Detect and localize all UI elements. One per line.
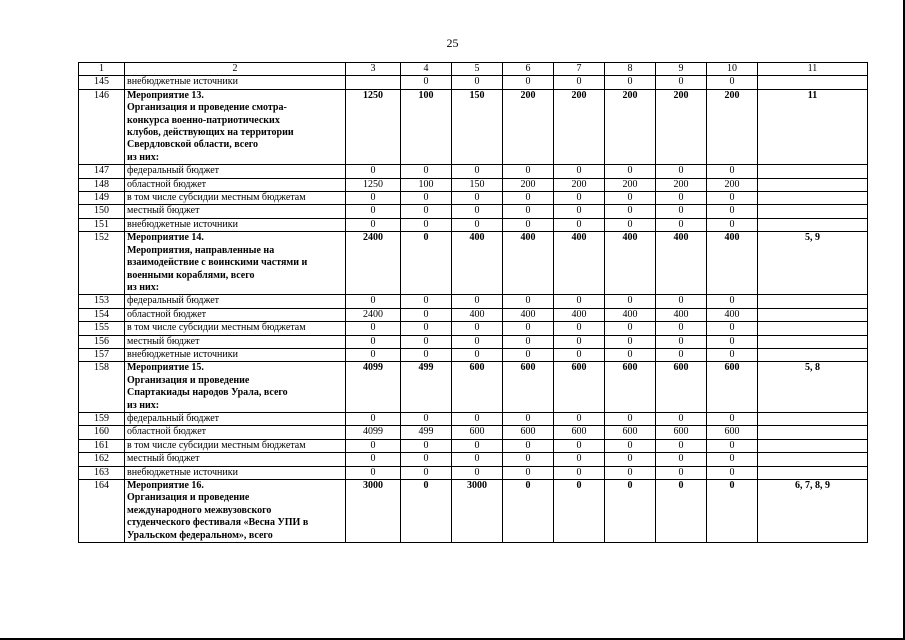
amount-cell: 0 bbox=[503, 412, 554, 425]
text-line: Организация и проведение bbox=[127, 492, 250, 504]
amount-cell: 0 bbox=[554, 205, 605, 218]
row-number: 147 bbox=[79, 165, 125, 178]
amount-cell: 0 bbox=[656, 295, 707, 308]
amount-cell bbox=[346, 76, 401, 89]
amount-cell: 0 bbox=[503, 335, 554, 348]
amount-cell: 0 bbox=[346, 165, 401, 178]
target-reference bbox=[758, 466, 868, 479]
target-reference bbox=[758, 308, 868, 321]
text-line: Спартакиады народов Урала, всего bbox=[127, 387, 288, 399]
amount-cell: 0 bbox=[605, 295, 656, 308]
target-reference: 5, 8 bbox=[758, 362, 868, 413]
amount-cell: 0 bbox=[656, 192, 707, 205]
row-number: 161 bbox=[79, 439, 125, 452]
text-line: международного межвузовского bbox=[127, 504, 272, 516]
amount-cell: 0 bbox=[605, 412, 656, 425]
text-line: местный бюджет bbox=[127, 205, 200, 217]
column-header: 2 bbox=[125, 63, 346, 76]
text-line: военными кораблями, всего bbox=[127, 269, 255, 281]
amount-cell: 499 bbox=[401, 362, 452, 413]
table-row bbox=[79, 76, 868, 89]
amount-cell: 0 bbox=[346, 412, 401, 425]
target-reference bbox=[758, 412, 868, 425]
text-line: внебюджетные источники bbox=[127, 218, 238, 230]
amount-cell: 0 bbox=[346, 295, 401, 308]
amount-cell: 0 bbox=[656, 205, 707, 218]
row-number: 163 bbox=[79, 466, 125, 479]
table-row bbox=[79, 218, 868, 231]
row-number: 162 bbox=[79, 453, 125, 466]
amount-cell: 600 bbox=[707, 362, 758, 413]
target-reference: 6, 7, 8, 9 bbox=[758, 480, 868, 543]
table-row bbox=[79, 205, 868, 218]
amount-cell: 1250 bbox=[346, 178, 401, 191]
amount-cell: 0 bbox=[605, 480, 656, 543]
amount-cell: 0 bbox=[401, 348, 452, 361]
text-line: областной бюджет bbox=[127, 308, 207, 320]
amount-cell: 0 bbox=[656, 412, 707, 425]
amount-cell: 4099 bbox=[346, 426, 401, 439]
amount-cell: 0 bbox=[656, 480, 707, 543]
table-row bbox=[79, 412, 868, 425]
text-line: областной бюджет bbox=[127, 426, 207, 438]
amount-cell: 0 bbox=[452, 412, 503, 425]
target-reference: 5, 9 bbox=[758, 232, 868, 295]
funding-source bbox=[125, 308, 346, 321]
row-number: 150 bbox=[79, 205, 125, 218]
amount-cell: 0 bbox=[707, 348, 758, 361]
target-reference bbox=[758, 178, 868, 191]
text-line: Мероприятия, направленные на bbox=[127, 244, 275, 256]
amount-cell: 0 bbox=[656, 466, 707, 479]
amount-cell: 400 bbox=[707, 308, 758, 321]
amount-cell: 0 bbox=[452, 466, 503, 479]
amount-cell: 0 bbox=[656, 348, 707, 361]
amount-cell: 0 bbox=[707, 335, 758, 348]
column-header: 3 bbox=[346, 63, 401, 76]
row-number: 146 bbox=[79, 89, 125, 164]
amount-cell: 0 bbox=[452, 453, 503, 466]
row-number: 157 bbox=[79, 348, 125, 361]
column-header: 5 bbox=[452, 63, 503, 76]
amount-cell: 0 bbox=[452, 348, 503, 361]
amount-cell: 0 bbox=[452, 335, 503, 348]
text-line: Свердловской области, всего bbox=[127, 139, 259, 151]
amount-cell: 200 bbox=[503, 89, 554, 164]
amount-cell: 0 bbox=[605, 76, 656, 89]
amount-cell: 0 bbox=[554, 218, 605, 231]
amount-cell: 600 bbox=[554, 426, 605, 439]
amount-cell: 0 bbox=[605, 165, 656, 178]
amount-cell: 0 bbox=[452, 76, 503, 89]
target-reference bbox=[758, 426, 868, 439]
text-line: областной бюджет bbox=[127, 178, 207, 190]
target-reference bbox=[758, 205, 868, 218]
amount-cell: 100 bbox=[401, 178, 452, 191]
table-row bbox=[79, 335, 868, 348]
amount-cell: 400 bbox=[503, 232, 554, 295]
amount-cell: 0 bbox=[605, 453, 656, 466]
amount-cell: 0 bbox=[656, 439, 707, 452]
column-header: 1 bbox=[79, 63, 125, 76]
amount-cell: 0 bbox=[346, 192, 401, 205]
amount-cell: 400 bbox=[554, 232, 605, 295]
row-number: 164 bbox=[79, 480, 125, 543]
amount-cell: 0 bbox=[605, 322, 656, 335]
table-row bbox=[79, 192, 868, 205]
amount-cell: 600 bbox=[656, 362, 707, 413]
text-line: внебюджетные источники bbox=[127, 76, 238, 88]
amount-cell: 600 bbox=[656, 426, 707, 439]
amount-cell: 100 bbox=[401, 89, 452, 164]
target-reference bbox=[758, 335, 868, 348]
text-line: местный бюджет bbox=[127, 335, 200, 347]
amount-cell: 2400 bbox=[346, 232, 401, 295]
amount-cell: 0 bbox=[605, 466, 656, 479]
table-row bbox=[79, 439, 868, 452]
funding-source bbox=[125, 218, 346, 231]
amount-cell: 600 bbox=[707, 426, 758, 439]
amount-cell: 400 bbox=[707, 232, 758, 295]
amount-cell: 0 bbox=[452, 439, 503, 452]
amount-cell: 0 bbox=[554, 480, 605, 543]
target-reference bbox=[758, 348, 868, 361]
funding-source bbox=[125, 453, 346, 466]
amount-cell: 2400 bbox=[346, 308, 401, 321]
amount-cell: 0 bbox=[707, 205, 758, 218]
amount-cell: 0 bbox=[656, 76, 707, 89]
row-number: 149 bbox=[79, 192, 125, 205]
target-reference: 11 bbox=[758, 89, 868, 164]
amount-cell: 0 bbox=[707, 322, 758, 335]
funding-source bbox=[125, 439, 346, 452]
target-reference bbox=[758, 192, 868, 205]
column-header: 8 bbox=[605, 63, 656, 76]
amount-cell: 0 bbox=[503, 439, 554, 452]
amount-cell: 400 bbox=[605, 232, 656, 295]
amount-cell: 200 bbox=[707, 89, 758, 164]
amount-cell: 0 bbox=[401, 466, 452, 479]
target-reference bbox=[758, 165, 868, 178]
page-number: 25 bbox=[446, 36, 459, 50]
amount-cell: 0 bbox=[554, 453, 605, 466]
amount-cell: 0 bbox=[707, 412, 758, 425]
amount-cell: 0 bbox=[707, 295, 758, 308]
table-row-event bbox=[79, 362, 868, 413]
text-line: Организация и проведение bbox=[127, 374, 250, 386]
amount-cell: 0 bbox=[452, 165, 503, 178]
amount-cell: 0 bbox=[346, 322, 401, 335]
target-reference bbox=[758, 453, 868, 466]
funding-source bbox=[125, 295, 346, 308]
amount-cell: 4099 bbox=[346, 362, 401, 413]
row-number: 159 bbox=[79, 412, 125, 425]
table-row bbox=[79, 426, 868, 439]
amount-cell: 600 bbox=[452, 362, 503, 413]
row-number: 153 bbox=[79, 295, 125, 308]
amount-cell: 0 bbox=[707, 466, 758, 479]
amount-cell: 0 bbox=[503, 480, 554, 543]
text-line: студенческого фестиваля «Весна УПИ в bbox=[127, 517, 309, 529]
funding-source bbox=[125, 192, 346, 205]
column-header: 4 bbox=[401, 63, 452, 76]
amount-cell: 0 bbox=[401, 322, 452, 335]
text-line: в том числе субсидии местным бюджетам bbox=[127, 192, 306, 204]
amount-cell: 0 bbox=[707, 439, 758, 452]
amount-cell: 0 bbox=[503, 218, 554, 231]
amount-cell: 0 bbox=[656, 453, 707, 466]
text-line: из них: bbox=[127, 399, 160, 411]
amount-cell: 0 bbox=[656, 218, 707, 231]
amount-cell: 3000 bbox=[346, 480, 401, 543]
amount-cell: 0 bbox=[554, 192, 605, 205]
table-row-event bbox=[79, 89, 868, 164]
amount-cell: 0 bbox=[503, 322, 554, 335]
event-description bbox=[125, 362, 346, 413]
target-reference bbox=[758, 76, 868, 89]
amount-cell: 0 bbox=[554, 76, 605, 89]
amount-cell: 0 bbox=[503, 76, 554, 89]
amount-cell: 0 bbox=[554, 466, 605, 479]
table-row bbox=[79, 322, 868, 335]
amount-cell: 400 bbox=[554, 308, 605, 321]
amount-cell: 499 bbox=[401, 426, 452, 439]
text-line: федеральный бюджет bbox=[127, 412, 220, 424]
amount-cell: 0 bbox=[656, 165, 707, 178]
amount-cell: 0 bbox=[401, 76, 452, 89]
text-line: федеральный бюджет bbox=[127, 295, 220, 307]
amount-cell: 0 bbox=[346, 466, 401, 479]
text-line: Уральском федеральном», всего bbox=[127, 529, 273, 541]
amount-cell: 0 bbox=[554, 412, 605, 425]
table-row bbox=[79, 308, 868, 321]
target-reference bbox=[758, 322, 868, 335]
amount-cell: 0 bbox=[401, 218, 452, 231]
amount-cell: 200 bbox=[554, 178, 605, 191]
table-row bbox=[79, 348, 868, 361]
amount-cell: 600 bbox=[503, 426, 554, 439]
row-number: 151 bbox=[79, 218, 125, 231]
text-line: федеральный бюджет bbox=[127, 165, 220, 177]
text-line: из них: bbox=[127, 151, 160, 163]
column-header: 7 bbox=[554, 63, 605, 76]
amount-cell: 200 bbox=[605, 178, 656, 191]
amount-cell: 0 bbox=[554, 322, 605, 335]
amount-cell: 400 bbox=[452, 232, 503, 295]
funding-source bbox=[125, 466, 346, 479]
amount-cell: 0 bbox=[401, 295, 452, 308]
table-row-event bbox=[79, 232, 868, 295]
amount-cell: 0 bbox=[401, 192, 452, 205]
amount-cell: 600 bbox=[605, 426, 656, 439]
table-row bbox=[79, 453, 868, 466]
amount-cell: 200 bbox=[656, 89, 707, 164]
column-header: 10 bbox=[707, 63, 758, 76]
amount-cell: 0 bbox=[346, 348, 401, 361]
funding-source bbox=[125, 335, 346, 348]
amount-cell: 200 bbox=[503, 178, 554, 191]
target-reference bbox=[758, 295, 868, 308]
table-row bbox=[79, 295, 868, 308]
row-number: 156 bbox=[79, 335, 125, 348]
event-description bbox=[125, 89, 346, 164]
row-number: 160 bbox=[79, 426, 125, 439]
amount-cell: 0 bbox=[452, 295, 503, 308]
text-line: в том числе субсидии местным бюджетам bbox=[127, 439, 306, 451]
amount-cell: 0 bbox=[401, 165, 452, 178]
budget-table bbox=[78, 62, 868, 543]
amount-cell: 0 bbox=[346, 439, 401, 452]
amount-cell: 0 bbox=[452, 218, 503, 231]
amount-cell: 600 bbox=[605, 362, 656, 413]
amount-cell: 0 bbox=[707, 192, 758, 205]
amount-cell: 0 bbox=[346, 218, 401, 231]
amount-cell: 0 bbox=[656, 322, 707, 335]
amount-cell: 0 bbox=[707, 453, 758, 466]
funding-source bbox=[125, 76, 346, 89]
amount-cell: 0 bbox=[401, 439, 452, 452]
target-reference bbox=[758, 218, 868, 231]
amount-cell: 0 bbox=[605, 335, 656, 348]
amount-cell: 0 bbox=[503, 165, 554, 178]
row-number: 155 bbox=[79, 322, 125, 335]
amount-cell: 0 bbox=[605, 218, 656, 231]
amount-cell: 600 bbox=[503, 362, 554, 413]
text-line: внебюджетные источники bbox=[127, 466, 238, 478]
column-header: 11 bbox=[758, 63, 868, 76]
amount-cell: 400 bbox=[503, 308, 554, 321]
amount-cell: 0 bbox=[605, 348, 656, 361]
amount-cell: 0 bbox=[554, 335, 605, 348]
table-row bbox=[79, 178, 868, 191]
amount-cell: 0 bbox=[605, 192, 656, 205]
amount-cell: 0 bbox=[503, 295, 554, 308]
amount-cell: 0 bbox=[503, 192, 554, 205]
text-line: Мероприятие 15. bbox=[127, 362, 204, 374]
amount-cell: 0 bbox=[554, 295, 605, 308]
amount-cell: 0 bbox=[605, 439, 656, 452]
text-line: Организация и проведение смотра- bbox=[127, 102, 287, 114]
row-number: 158 bbox=[79, 362, 125, 413]
column-header: 9 bbox=[656, 63, 707, 76]
amount-cell: 0 bbox=[401, 453, 452, 466]
amount-cell: 0 bbox=[554, 439, 605, 452]
amount-cell: 0 bbox=[554, 165, 605, 178]
funding-source bbox=[125, 426, 346, 439]
amount-cell: 400 bbox=[605, 308, 656, 321]
amount-cell: 0 bbox=[707, 218, 758, 231]
amount-cell: 0 bbox=[401, 232, 452, 295]
text-line: местный бюджет bbox=[127, 453, 200, 465]
row-number: 152 bbox=[79, 232, 125, 295]
text-line: клубов, действующих на территории bbox=[127, 127, 294, 139]
amount-cell: 200 bbox=[554, 89, 605, 164]
funding-source bbox=[125, 412, 346, 425]
amount-cell: 150 bbox=[452, 89, 503, 164]
amount-cell: 400 bbox=[452, 308, 503, 321]
amount-cell: 0 bbox=[503, 453, 554, 466]
amount-cell: 0 bbox=[346, 335, 401, 348]
amount-cell: 600 bbox=[554, 362, 605, 413]
table-row bbox=[79, 466, 868, 479]
amount-cell: 0 bbox=[707, 76, 758, 89]
text-line: Мероприятие 16. bbox=[127, 480, 204, 491]
amount-cell: 400 bbox=[656, 308, 707, 321]
amount-cell: 0 bbox=[346, 205, 401, 218]
text-line: из них: bbox=[127, 281, 160, 293]
funding-source bbox=[125, 205, 346, 218]
text-line: Мероприятие 13. bbox=[127, 89, 204, 101]
amount-cell: 200 bbox=[656, 178, 707, 191]
amount-cell: 0 bbox=[401, 205, 452, 218]
row-number: 145 bbox=[79, 76, 125, 89]
amount-cell: 0 bbox=[503, 348, 554, 361]
amount-cell: 200 bbox=[605, 89, 656, 164]
amount-cell: 0 bbox=[503, 205, 554, 218]
amount-cell: 1250 bbox=[346, 89, 401, 164]
funding-source bbox=[125, 178, 346, 191]
amount-cell: 0 bbox=[503, 466, 554, 479]
amount-cell: 400 bbox=[656, 232, 707, 295]
amount-cell: 0 bbox=[656, 335, 707, 348]
amount-cell: 200 bbox=[707, 178, 758, 191]
funding-source bbox=[125, 322, 346, 335]
funding-source bbox=[125, 348, 346, 361]
event-description bbox=[125, 232, 346, 295]
text-line: взаимодействие с воинскими частями и bbox=[127, 257, 308, 269]
funding-source bbox=[125, 165, 346, 178]
amount-cell: 0 bbox=[707, 165, 758, 178]
amount-cell: 0 bbox=[401, 480, 452, 543]
amount-cell: 0 bbox=[707, 480, 758, 543]
amount-cell: 0 bbox=[452, 322, 503, 335]
amount-cell: 0 bbox=[401, 412, 452, 425]
amount-cell: 0 bbox=[346, 453, 401, 466]
text-line: в том числе субсидии местным бюджетам bbox=[127, 322, 306, 334]
event-description bbox=[125, 480, 346, 543]
amount-cell: 3000 bbox=[452, 480, 503, 543]
amount-cell: 0 bbox=[452, 192, 503, 205]
text-line: конкурса военно-патриотических bbox=[127, 114, 280, 126]
row-number: 154 bbox=[79, 308, 125, 321]
table-row bbox=[79, 165, 868, 178]
amount-cell: 0 bbox=[605, 205, 656, 218]
table-row-event bbox=[79, 480, 868, 543]
text-line: внебюджетные источники bbox=[127, 348, 238, 360]
table-header-row bbox=[79, 63, 868, 76]
amount-cell: 0 bbox=[401, 308, 452, 321]
column-header: 6 bbox=[503, 63, 554, 76]
amount-cell: 600 bbox=[452, 426, 503, 439]
amount-cell: 0 bbox=[452, 205, 503, 218]
text-line: Мероприятие 14. bbox=[127, 232, 204, 244]
target-reference bbox=[758, 439, 868, 452]
row-number: 148 bbox=[79, 178, 125, 191]
amount-cell: 0 bbox=[554, 348, 605, 361]
amount-cell: 150 bbox=[452, 178, 503, 191]
amount-cell: 0 bbox=[401, 335, 452, 348]
